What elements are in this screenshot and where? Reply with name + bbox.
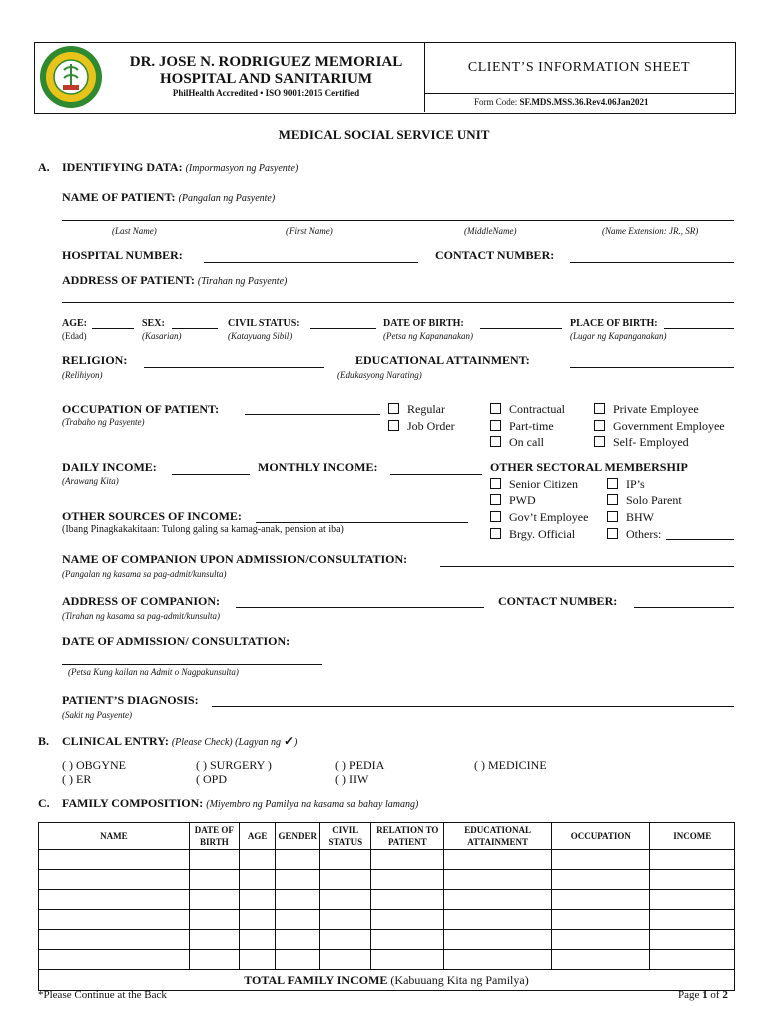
occ-private-employee-option[interactable]: Private Employee <box>594 402 699 417</box>
contact-number-field[interactable] <box>570 262 734 263</box>
age-field[interactable] <box>92 328 134 329</box>
col-date-of-birth: DATE OF BIRTH <box>189 823 239 850</box>
col-income: INCOME <box>650 823 735 850</box>
companion-caption: (Pangalan ng kasama sa pag-admit/kunsulta) <box>62 569 227 579</box>
hospital-logo <box>36 44 106 110</box>
place-of-birth-caption: (Lugar ng Kapanganakan) <box>570 331 667 341</box>
diagnosis-label: PATIENT’S DIAGNOSIS: <box>62 693 199 707</box>
checkbox-icon[interactable] <box>607 478 618 489</box>
hospital-number-label: HOSPITAL NUMBER: <box>62 248 183 262</box>
table-row[interactable] <box>39 930 735 950</box>
religion-field[interactable] <box>144 367 324 368</box>
form-title: CLIENT’S INFORMATION SHEET <box>467 60 691 75</box>
checkbox-icon[interactable] <box>388 420 399 431</box>
place-of-birth-label: PLACE OF BIRTH: <box>570 318 658 329</box>
occ-contractual-option[interactable]: Contractual <box>490 402 565 417</box>
unit-title: MEDICAL SOCIAL SERVICE UNIT <box>278 127 490 142</box>
section-a-letter: A. <box>38 160 50 174</box>
table-row[interactable] <box>39 870 735 890</box>
total-family-income-row <box>39 970 735 991</box>
religion-caption: (Relihiyon) <box>62 370 103 380</box>
section-c-letter: C. <box>38 796 50 810</box>
col-occupation: OCCUPATION <box>552 823 650 850</box>
checkbox-icon[interactable] <box>490 436 501 447</box>
header-right-divider <box>424 93 734 94</box>
checkbox-icon[interactable] <box>607 511 618 522</box>
sect-pwd-option[interactable]: PWD <box>490 493 536 508</box>
table-row[interactable] <box>39 890 735 910</box>
companion-field[interactable] <box>440 566 734 567</box>
civil-status-caption: (Katayuang Sibil) <box>228 331 293 341</box>
col-gender: GENDER <box>276 823 320 850</box>
other-sources-label: OTHER SOURCES OF INCOME: <box>62 509 242 523</box>
table-row[interactable] <box>39 910 735 930</box>
address-field[interactable] <box>62 302 734 303</box>
daily-income-field[interactable] <box>172 474 250 475</box>
col-age: AGE <box>239 823 275 850</box>
education-field[interactable] <box>570 367 734 368</box>
checkbox-icon[interactable] <box>490 478 501 489</box>
other-sources-caption: (Ibang Pinagkakakitaan: Tulong galing sa kamag-anak, pension at iba) <box>62 524 344 535</box>
clinical-iiw-option[interactable]: ( ) IIW <box>335 772 369 786</box>
education-caption: (Edukasyong Narating) <box>337 370 422 380</box>
other-sources-field[interactable] <box>256 522 468 523</box>
section-b-letter: B. <box>38 734 50 748</box>
sect-ips-option[interactable]: IP’s <box>607 477 645 492</box>
age-label: AGE: <box>62 318 87 329</box>
section-c-title: FAMILY COMPOSITION: (Miyembro ng Pamilya na kasama sa bahay lamang) <box>62 796 419 810</box>
diagnosis-field[interactable] <box>212 706 734 707</box>
patient-name-label: NAME OF PATIENT: (Pangalan ng Pasyente) <box>62 190 276 204</box>
hospital-name-line2: HOSPITAL AND SANITARIUM <box>160 71 372 87</box>
hospital-name-line1: DR. JOSE N. RODRIGUEZ MEMORIAL <box>129 54 403 70</box>
checkbox-icon[interactable] <box>594 420 605 431</box>
checkbox-icon[interactable] <box>490 403 501 414</box>
page-number: Page 1 of 2 <box>678 989 728 1001</box>
civil-status-field[interactable] <box>310 328 376 329</box>
date-of-birth-label: DATE OF BIRTH: <box>383 318 464 329</box>
accreditation: PhilHealth Accredited • ISO 9001:2015 Certified <box>172 88 360 98</box>
companion-address-caption: (Tirahan ng kasama sa pag-admit/kunsulta) <box>62 611 221 621</box>
hospital-number-field[interactable] <box>204 262 418 263</box>
checkbox-icon[interactable] <box>490 494 501 505</box>
sect-bhw-option[interactable]: BHW <box>607 510 654 525</box>
section-a-title: IDENTIFYING DATA: (Impormasyon ng Pasyente) <box>62 160 299 174</box>
occ-self-employed-option[interactable]: Self- Employed <box>594 435 689 450</box>
sect-brgy-official-option[interactable]: Brgy. Official <box>490 527 575 542</box>
header-divider <box>424 42 425 112</box>
daily-income-caption: (Arawang Kita) <box>62 476 119 486</box>
sect-senior-citizen-option[interactable]: Senior Citizen <box>490 477 578 492</box>
checkbox-icon[interactable] <box>490 528 501 539</box>
occ-government-employee-option[interactable]: Government Employee <box>594 419 725 434</box>
last-name-caption: (Last Name) <box>112 226 157 236</box>
companion-contact-label: CONTACT NUMBER: <box>498 594 618 608</box>
occ-job-order-option[interactable]: Job Order <box>388 419 455 434</box>
civil-status-label: CIVIL STATUS: <box>228 318 300 329</box>
occupation-caption: (Trabaho ng Pasyente) <box>62 417 145 427</box>
table-header-row <box>39 823 735 850</box>
table-row[interactable] <box>39 850 735 870</box>
col-educational-attainment: EDUCATIONAL ATTAINMENT <box>444 823 552 850</box>
clinical-medicine-option[interactable]: ( ) MEDICINE <box>474 758 547 772</box>
form-code: Form Code: SF.MDS.MSS.36.Rev4.06Jan2021 <box>474 97 649 107</box>
place-of-birth-field[interactable] <box>664 328 734 329</box>
checkmark-icon: ✓ <box>283 734 295 748</box>
first-name-caption: (First Name) <box>286 226 333 236</box>
date-of-birth-caption: (Petsa ng Kapananakan) <box>383 331 473 341</box>
occupation-field[interactable] <box>245 414 380 415</box>
occ-regular-option[interactable]: Regular <box>388 402 445 417</box>
religion-label: RELIGION: <box>62 353 128 367</box>
occ-on-call-option[interactable]: On call <box>490 435 544 450</box>
occupation-label: OCCUPATION OF PATIENT: <box>62 402 220 416</box>
companion-contact-field[interactable] <box>634 607 734 608</box>
admission-caption: (Petsa Kung kailan na Admit o Nagpakunsulta) <box>68 667 239 677</box>
middle-name-caption: (MiddleName) <box>464 226 517 236</box>
contact-number-label: CONTACT NUMBER: <box>435 248 555 262</box>
sectoral-membership-label: OTHER SECTORAL MEMBERSHIP <box>490 460 688 474</box>
checkbox-icon[interactable] <box>607 494 618 505</box>
clinical-opd-option[interactable]: ( OPD <box>196 772 228 786</box>
sex-label: SEX: <box>142 318 165 329</box>
age-caption: (Edad) <box>62 331 87 341</box>
monthly-income-label: MONTHLY INCOME: <box>258 460 378 474</box>
monthly-income-field[interactable] <box>390 474 482 475</box>
clinical-er-option[interactable]: ( ) ER <box>62 772 92 786</box>
diagnosis-caption: (Sakit ng Pasyente) <box>62 710 132 720</box>
checkbox-icon[interactable] <box>490 420 501 431</box>
family-composition-table <box>38 822 735 991</box>
companion-address-field[interactable] <box>236 607 484 608</box>
sect-govt-employee-option[interactable]: Gov’t Employee <box>490 510 588 525</box>
education-label: EDUCATIONAL ATTAINMENT: <box>355 353 530 367</box>
date-of-birth-field[interactable] <box>480 328 562 329</box>
admission-label: DATE OF ADMISSION/ CONSULTATION: <box>62 634 291 648</box>
clinical-surgery-option[interactable]: ( ) SURGERY ) <box>196 758 272 772</box>
sect-others-field[interactable] <box>666 539 734 540</box>
section-b-title: CLINICAL ENTRY: (Please Check) (Lagyan ng ✓) <box>62 734 298 748</box>
sect-others-option[interactable]: Others: <box>607 527 661 542</box>
checkbox-icon[interactable] <box>607 528 618 539</box>
col-name: NAME <box>39 823 190 850</box>
name-extension-caption: (Name Extension: JR., SR) <box>602 226 699 236</box>
clinical-obgyne-option[interactable]: ( ) OBGYNE <box>62 758 126 772</box>
patient-name-field[interactable] <box>62 220 734 221</box>
sex-caption: (Kasarian) <box>142 331 182 341</box>
daily-income-label: DAILY INCOME: <box>62 460 157 474</box>
sex-field[interactable] <box>172 328 218 329</box>
checkbox-icon[interactable] <box>594 436 605 447</box>
table-row[interactable] <box>39 950 735 970</box>
col-civil-status: CIVIL STATUS <box>320 823 371 850</box>
companion-label: NAME OF COMPANION UPON ADMISSION/CONSULTATION: <box>62 552 408 566</box>
address-label: ADDRESS OF PATIENT: (Tirahan ng Pasyente) <box>62 273 288 287</box>
continue-note: *Please Continue at the Back <box>38 989 167 1001</box>
total-family-income: TOTAL FAMILY INCOME (Kabuuang Kita ng Pamilya) <box>39 970 735 991</box>
companion-address-label: ADDRESS OF COMPANION: <box>62 594 220 608</box>
col-relation: RELATION TO PATIENT <box>371 823 444 850</box>
checkbox-icon[interactable] <box>388 403 399 414</box>
sect-solo-parent-option[interactable]: Solo Parent <box>607 493 682 508</box>
clinical-pedia-option[interactable]: ( ) PEDIA <box>335 758 385 772</box>
checkbox-icon[interactable] <box>490 511 501 522</box>
checkbox-icon[interactable] <box>594 403 605 414</box>
admission-field[interactable] <box>62 664 322 665</box>
occ-part-time-option[interactable]: Part-time <box>490 419 554 434</box>
